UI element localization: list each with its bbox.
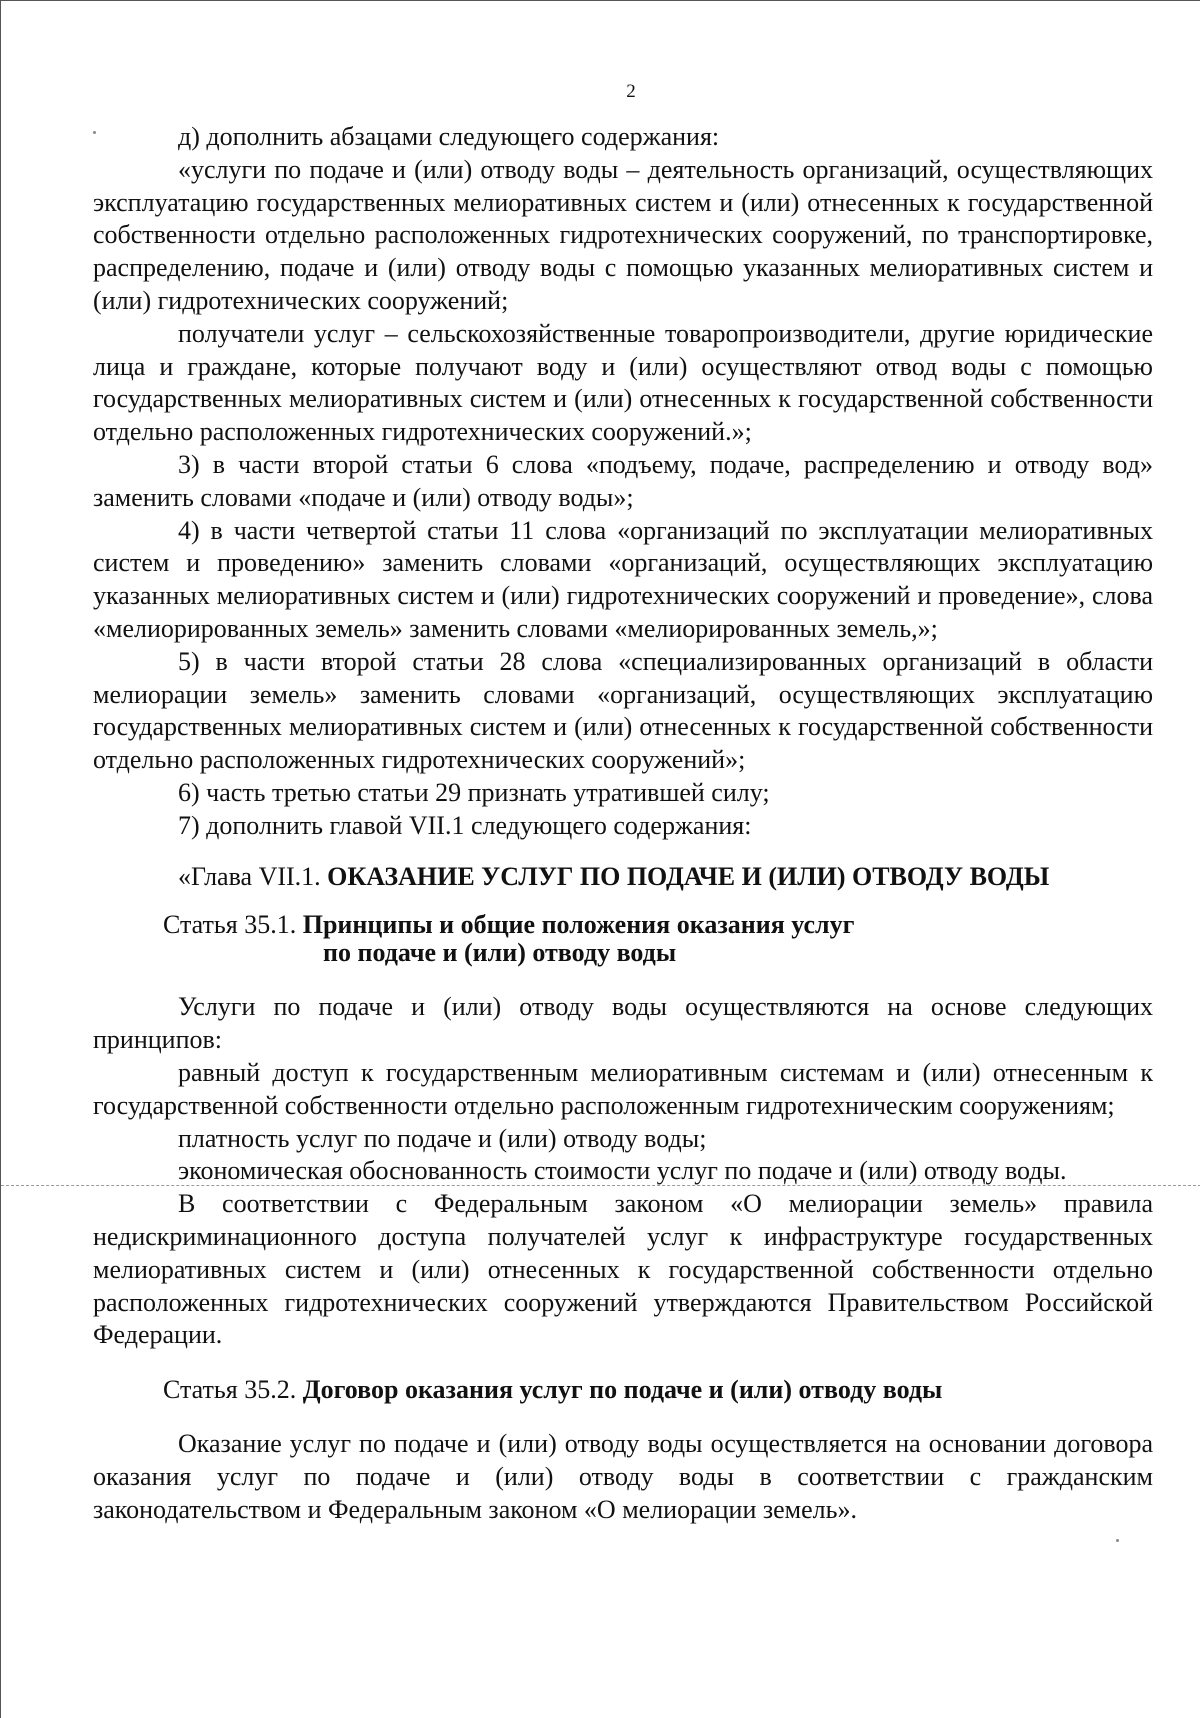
article-35-1-paragraph-4: экономическая обоснованность стоимости услуг по подаче и (или) отводу воды. [178,1156,1067,1186]
article-35-1-paragraph-5: В соответствии с Федеральным законом «О мелиорации земель» правила недискриминационного доступа получателей услуг к инфраструктуре государственных мелиоративных систем и (или) отнесенных к государственной собственности отдельно расположенных гидротехнических сооружений утверждаются Правительством Российской Федерации. [93,1189,1153,1350]
article-35-2-paragraph-1: Оказание услуг по подаче и (или) отводу воды осуществляется на основании договора оказания услуг по подаче и (или) отводу воды в соответствии с гражданским законодательством и Федеральным законом «О мелиорации земель». [93,1429,1153,1524]
chapter-prefix: «Глава VII.1. [178,861,321,891]
document-body [93,121,1153,1526]
paragraph-item-4: 4) в части четвертой статьи 11 слова «организаций по эксплуатации мелиоративных систем и проведению» заменить словами «организаций, осуществляющих эксплуатацию указанных мелиоративных систем и (или) гидротехнических сооружений и проведение», слова «мелиорированных земель» заменить словами «мелиорированных земель,»; [93,515,1153,643]
page-number: 2 [626,81,636,102]
scan-artifact-dot [93,131,96,134]
paragraph-item-7: 7) дополнить главой VII.1 следующего содержания: [178,810,752,840]
paragraph-intro: д) дополнить абзацами следующего содержания: [178,122,720,151]
chapter-title: ОКАЗАНИЕ УСЛУГ ПО ПОДАЧЕ И (ИЛИ) ОТВОДУ ВОДЫ [327,861,1050,891]
article-35-1-title-line2: по подаче и (или) отводу воды [323,938,677,968]
paragraph-item-6: 6) часть третью статьи 29 признать утратившей силу; [178,777,770,807]
article-35-1-prefix: Статья 35.1. [163,910,297,940]
paragraph-definition-recipients: получатели услуг – сельскохозяйственные товаропроизводители, другие юридические лица и граждане, которые получают воду и (или) осуществляют отвод воды с помощью государственных мелиоративных систем и (или) отнесенных к государственной собственности отдельно расположенных гидротехнических сооружений.»; [93,318,1153,447]
article-35-1-paragraph-1: Услуги по подаче и (или) отводу воды осуществляются на основе следующих принципов: [93,992,1153,1055]
paragraph-item-3: 3) в части второй статьи 6 слова «подъему, подаче, распределению и отводу вод» заменить словами «подаче и (или) отводу воды»; [93,449,1153,512]
article-35-1-title-line1: Принципы и общие положения оказания услуг [302,910,855,940]
article-35-2-prefix: Статья 35.2. [163,1375,297,1405]
article-35-2-heading [93,1376,1153,1404]
chapter-heading [93,861,1153,894]
article-35-2-title: Договор оказания услуг по подаче и (или) отводу воды [302,1375,943,1405]
scan-artifact-dot [1116,1539,1119,1542]
article-35-1-paragraph-2: равный доступ к государственным мелиоративным системам и (или) отнесенным к государственной собственности отдельно расположенным гидротехническим сооружениям; [93,1057,1153,1120]
paragraph-item-5: 5) в части второй статьи 28 слова «специализированных организаций в области мелиорации земель» заменить словами «организаций, осуществляющих эксплуатацию государственных мелиоративных систем и (или) отнесенных к государственной собственности отдельно расположенных гидротехнических сооружений»; [93,646,1153,775]
scan-artifact-line [1,1185,1200,1186]
article-35-1-heading [93,911,1153,967]
paragraph-definition-services: «услуги по подаче и (или) отводу воды – деятельность организаций, осуществляющих эксплуатацию государственных мелиоративных систем и (или) отнесенных к государственной собственности отдельно расположенных гидротехнических сооружений, по транспортировке, распределению, подаче и (или) отводу воды с помощью указанных мелиоративных систем и (или) гидротехнических сооружений; [93,154,1153,315]
article-35-1-paragraph-3: платность услуг по подаче и (или) отводу воды; [178,1123,707,1153]
